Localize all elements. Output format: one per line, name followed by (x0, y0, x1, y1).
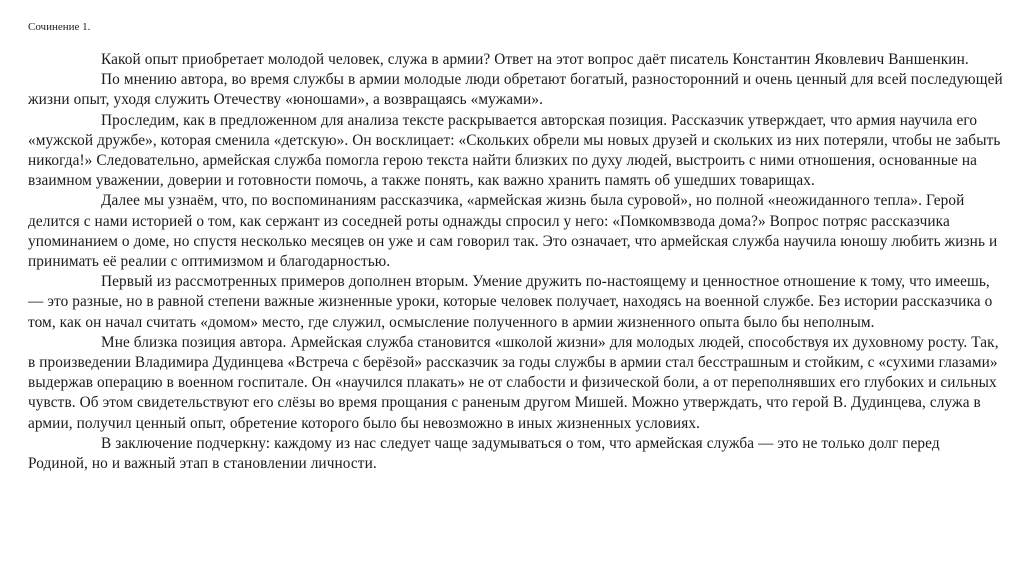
paragraph-author-position: По мнению автора, во время службы в армии молодые люди обретают богатый, разносторонний и очень ценный для всей последующей жизни опыт, уходя служить Отечеству «юношами», а возвращаясь «мужами». (28, 71, 1003, 109)
paragraph-example-home: Далее мы узнаём, что, по воспоминаниям рассказчика, «армейская жизнь была суровой», но полной «неожиданного тепла». Герой делится с нами историей о том, как сержант из соседней роты однажды спросил у него: «Помкомвзвода дома?» Вопрос потряс рассказчика упоминанием о доме, но спустя несколько месяцев он уже и сам говорил так. Это означает, что армейская служба научила юношу любить жизнь и принимать её реалии с оптимизмом и благодарностью. (28, 192, 998, 271)
paragraph-conclusion: В заключение подчеркну: каждому из нас следует чаще задумываться о том, что армейская служба — это не только долг перед Родиной, но и важный этап в становлении личности. (28, 434, 940, 473)
paragraph-link-examples: Первый из рассмотренных примеров дополнен вторым. Умение дружить по-настоящему и ценностное отношение к тому, что имеешь, — это разные, но в равной степени важные жизненные уроки, которые человек получает, находясь на военной службе. Без истории рассказчика о том, как он начал считать «домом» место, где служил, осмысление полученного в армии жизненного опыта было бы неполным. (28, 273, 993, 331)
document-heading: Сочинение 1. (28, 21, 91, 33)
paragraph-example-friendship: Проследим, как в предложенном для анализа тексте раскрывается авторская позиция. Рассказчик утверждает, что армия научила его «мужской дружбе», которая сменила «детскую». Он восклицает: «Скольких обрели мы новых друзей и скольких из них потеряли, чтобы не забыть никогда!» Следовательно, армейская служба помогла герою текста найти близких по духу людей, выстроить с ними отношения, основанные на взаимном уважении, доверии и готовности помочь, а также понять, как важно хранить память об ушедших товарищах. (28, 111, 1001, 190)
essay-body (28, 50, 1003, 474)
paragraph-own-opinion: Мне близка позиция автора. Армейская служба становится «школой жизни» для молодых людей, способствуя их духовному росту. Так, в произведении Владимира Дудинцева «Встреча с берёзой» рассказчик за годы службы в армии стал бесстрашным и стойким, с «сухими глазами» выдержав операцию в военном госпитале. Он «научился плакать» не от слабости и физической боли, а от переполнявших его глубоких и сильных чувств. Об этом свидетельствуют его слёзы во время прощания с раненым другом Мишей. Можно утверждать, что герой В. Дудинцева, служа в армии, получил ценный опыт, обретение которого было бы невозможно в иных жизненных условиях. (28, 333, 999, 432)
paragraph-intro: Какой опыт приобретает молодой человек, служа в армии? Ответ на этот вопрос даёт писатель Константин Яковлевич Ваншенкин. (101, 51, 969, 68)
